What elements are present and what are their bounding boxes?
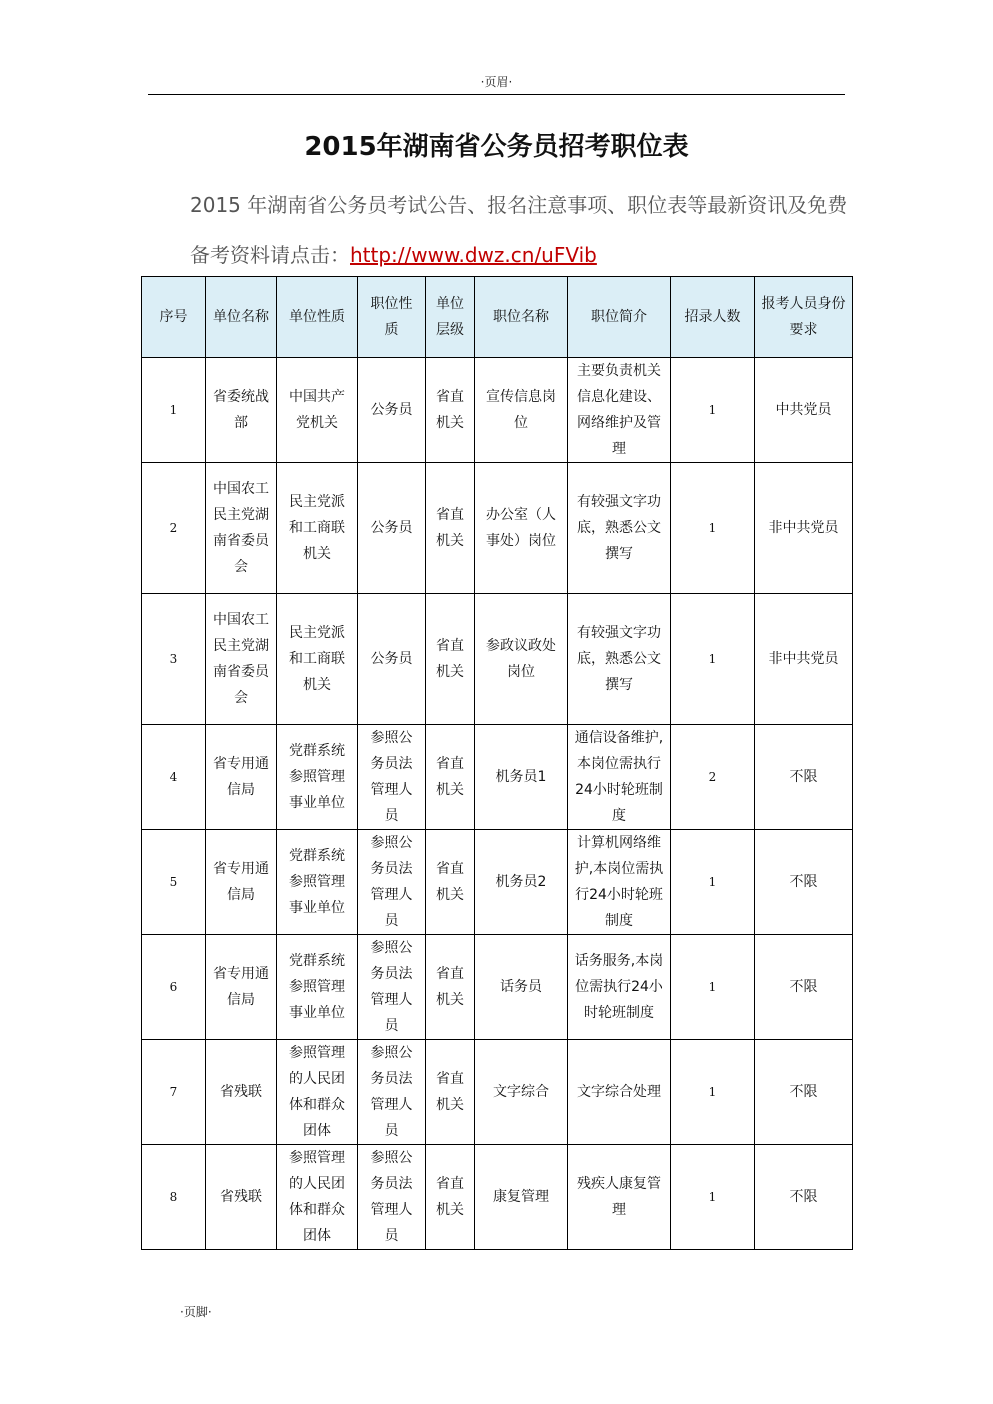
table-row xyxy=(142,1040,853,1145)
cell-applicant-requirement: 不限 xyxy=(755,725,853,830)
cell-position-description: 有较强文字功底，熟悉公文撰写 xyxy=(568,594,671,725)
cell-applicant-requirement: 非中共党员 xyxy=(755,594,853,725)
cell-unit-level: 省直机关 xyxy=(426,1145,475,1250)
cell-unit-nature: 参照管理的人民团体和群众团体 xyxy=(277,1040,358,1145)
cell-position-nature: 公务员 xyxy=(358,463,426,594)
col-header-position-description: 职位简介 xyxy=(568,277,671,358)
cell-serial: 1 xyxy=(142,358,206,463)
cell-applicant-requirement: 不限 xyxy=(755,1145,853,1250)
cell-applicant-requirement: 不限 xyxy=(755,1040,853,1145)
cell-unit-nature: 参照管理的人民团体和群众团体 xyxy=(277,1145,358,1250)
cell-unit-name: 省专用通信局 xyxy=(206,830,277,935)
table-row xyxy=(142,594,853,725)
cell-position-nature: 参照公务员法管理人员 xyxy=(358,830,426,935)
cell-hiring-count: 1 xyxy=(671,358,755,463)
cell-position-name: 参政议政处岗位 xyxy=(475,594,568,725)
col-header-unit-nature: 单位性质 xyxy=(277,277,358,358)
cell-unit-level: 省直机关 xyxy=(426,594,475,725)
cell-unit-name: 省专用通信局 xyxy=(206,935,277,1040)
cell-unit-level: 省直机关 xyxy=(426,935,475,1040)
cell-serial: 5 xyxy=(142,830,206,935)
cell-applicant-requirement: 中共党员 xyxy=(755,358,853,463)
cell-unit-nature: 党群系统参照管理事业单位 xyxy=(277,830,358,935)
cell-position-name: 康复管理 xyxy=(475,1145,568,1250)
table-row xyxy=(142,358,853,463)
cell-unit-level: 省直机关 xyxy=(426,830,475,935)
page-footer: ·页脚· xyxy=(180,1305,212,1319)
cell-hiring-count: 1 xyxy=(671,1145,755,1250)
cell-serial: 3 xyxy=(142,594,206,725)
cell-unit-level: 省直机关 xyxy=(426,725,475,830)
table-row xyxy=(142,1145,853,1250)
cell-position-description: 主要负责机关信息化建设、网络维护及管理 xyxy=(568,358,671,463)
cell-unit-level: 省直机关 xyxy=(426,358,475,463)
table-row xyxy=(142,935,853,1040)
cell-position-description: 有较强文字功底，熟悉公文撰写 xyxy=(568,463,671,594)
cell-serial: 8 xyxy=(142,1145,206,1250)
cell-unit-nature: 中国共产党机关 xyxy=(277,358,358,463)
cell-hiring-count: 1 xyxy=(671,594,755,725)
cell-position-nature: 参照公务员法管理人员 xyxy=(358,1040,426,1145)
cell-position-name: 文字综合 xyxy=(475,1040,568,1145)
job-positions-table xyxy=(141,276,853,1250)
intro-line-1: 2015 年湖南省公务员考试公告、报名注意事项、职位表等最新资讯及免费 xyxy=(190,193,848,217)
cell-position-nature: 参照公务员法管理人员 xyxy=(358,1145,426,1250)
cell-hiring-count: 1 xyxy=(671,830,755,935)
cell-unit-name: 中国农工民主党湖南省委员会 xyxy=(206,594,277,725)
cell-position-description: 通信设备维护,本岗位需执行24小时轮班制度 xyxy=(568,725,671,830)
table-row xyxy=(142,830,853,935)
cell-unit-name: 省专用通信局 xyxy=(206,725,277,830)
cell-position-description: 话务服务,本岗位需执行24小时轮班制度 xyxy=(568,935,671,1040)
cell-hiring-count: 1 xyxy=(671,1040,755,1145)
cell-unit-level: 省直机关 xyxy=(426,463,475,594)
cell-unit-name: 省残联 xyxy=(206,1040,277,1145)
cell-position-nature: 公务员 xyxy=(358,358,426,463)
col-header-serial: 序号 xyxy=(142,277,206,358)
cell-unit-nature: 党群系统参照管理事业单位 xyxy=(277,725,358,830)
cell-serial: 7 xyxy=(142,1040,206,1145)
cell-position-nature: 参照公务员法管理人员 xyxy=(358,725,426,830)
cell-hiring-count: 1 xyxy=(671,935,755,1040)
cell-hiring-count: 2 xyxy=(671,725,755,830)
col-header-unit-name: 单位名称 xyxy=(206,277,277,358)
cell-applicant-requirement: 非中共党员 xyxy=(755,463,853,594)
cell-position-name: 办公室（人事处）岗位 xyxy=(475,463,568,594)
col-header-position-name: 职位名称 xyxy=(475,277,568,358)
cell-position-nature: 参照公务员法管理人员 xyxy=(358,935,426,1040)
cell-position-description: 残疾人康复管理 xyxy=(568,1145,671,1250)
cell-unit-name: 省残联 xyxy=(206,1145,277,1250)
col-header-applicant-requirement: 报考人员身份要求 xyxy=(755,277,853,358)
cell-unit-name: 省委统战部 xyxy=(206,358,277,463)
cell-position-name: 话务员 xyxy=(475,935,568,1040)
cell-serial: 6 xyxy=(142,935,206,1040)
cell-unit-name: 中国农工民主党湖南省委员会 xyxy=(206,463,277,594)
col-header-position-nature: 职位性质 xyxy=(358,277,426,358)
table-row xyxy=(142,725,853,830)
intro-line-2-prefix: 备考资料请点击： xyxy=(190,243,350,267)
table-header-row xyxy=(142,277,853,358)
document-title: 2015年湖南省公务员招考职位表 xyxy=(304,132,689,162)
registration-link[interactable]: http://www.dwz.cn/uFVib xyxy=(350,243,597,267)
cell-position-description: 计算机网络维护,本岗位需执行24小时轮班制度 xyxy=(568,830,671,935)
cell-position-nature: 公务员 xyxy=(358,594,426,725)
cell-serial: 2 xyxy=(142,463,206,594)
cell-unit-level: 省直机关 xyxy=(426,1040,475,1145)
intro-line-2 xyxy=(190,230,860,280)
cell-position-name: 机务员1 xyxy=(475,725,568,830)
header-divider xyxy=(148,94,845,95)
cell-position-name: 宣传信息岗位 xyxy=(475,358,568,463)
cell-applicant-requirement: 不限 xyxy=(755,935,853,1040)
cell-hiring-count: 1 xyxy=(671,463,755,594)
cell-unit-nature: 民主党派和工商联机关 xyxy=(277,594,358,725)
cell-position-name: 机务员2 xyxy=(475,830,568,935)
cell-unit-nature: 党群系统参照管理事业单位 xyxy=(277,935,358,1040)
cell-applicant-requirement: 不限 xyxy=(755,830,853,935)
intro-paragraph xyxy=(190,180,860,280)
table-row xyxy=(142,463,853,594)
cell-serial: 4 xyxy=(142,725,206,830)
page-header: ·页眉· xyxy=(480,75,513,89)
cell-unit-nature: 民主党派和工商联机关 xyxy=(277,463,358,594)
col-header-hiring-count: 招录人数 xyxy=(671,277,755,358)
cell-position-description: 文字综合处理 xyxy=(568,1040,671,1145)
col-header-unit-level: 单位层级 xyxy=(426,277,475,358)
